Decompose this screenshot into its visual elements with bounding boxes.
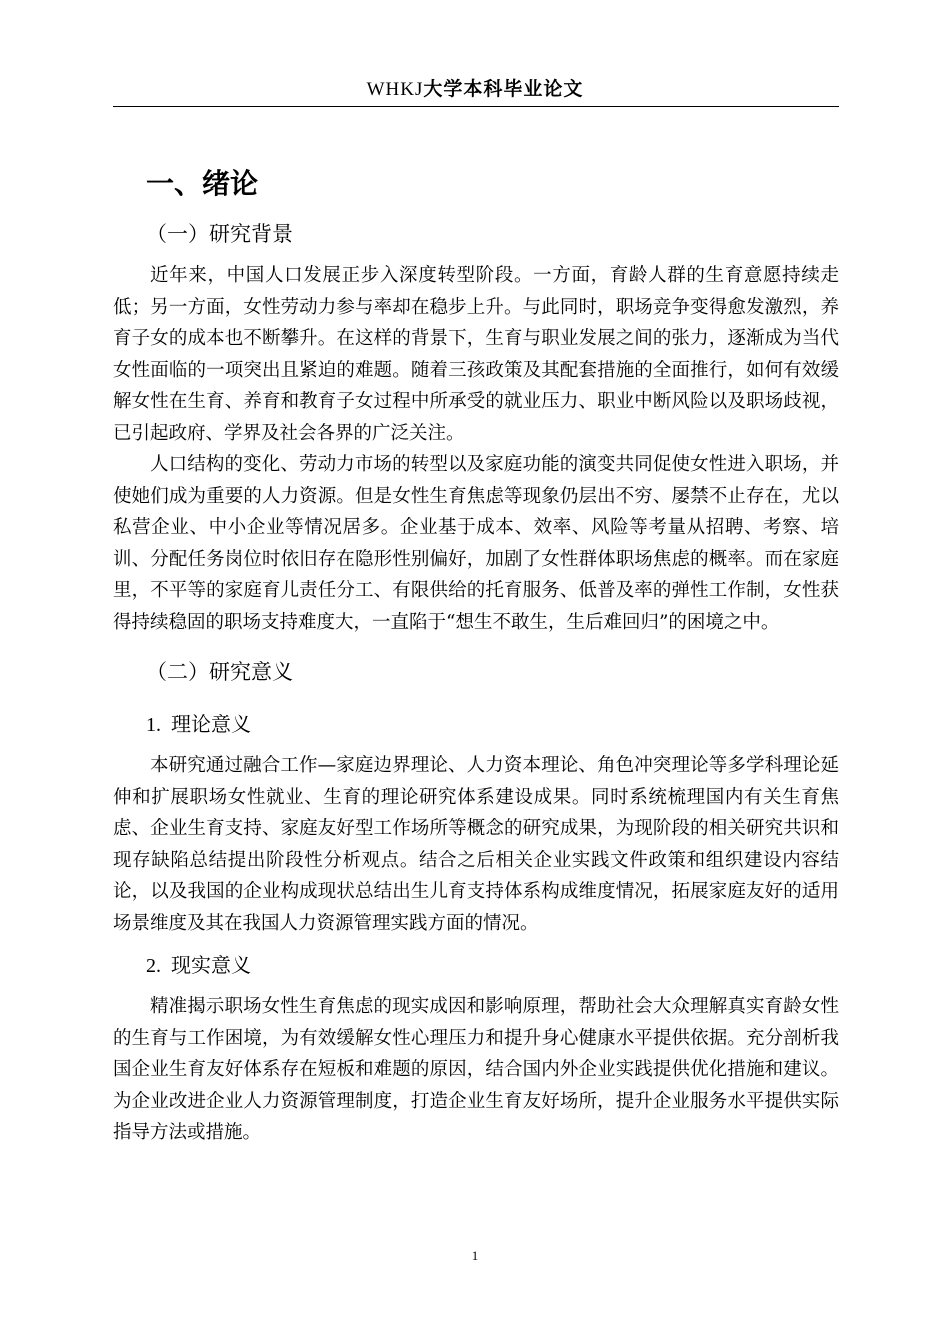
header-rule [113,106,839,107]
running-header [0,74,950,101]
practical-paragraph: 精准揭示职场女性生育焦虑的现实成因和影响原理，帮助社会大众理解真实育龄女性的生育与工作困境，为有效缓解女性心理压力和提升身心健康水平提供依据。充分剖析我国企业生育友好体系存在短板和难题的原因，结合国内外企业实践提供优化措施和建议。为企业改进企业人力资源管理制度，打造企业生育友好场所，提升企业服务水平提供实际指导方法或措施。 [113,996,839,1143]
subsection-number: 1. [146,714,161,736]
chapter-title: 一、绪论 [146,167,259,200]
section-heading-background: （一）研究背景 [146,222,293,246]
theoretical-paragraph: 本研究通过融合工作—家庭边界理论、人力资本理论、角色冲突理论等多学科理论延伸和扩展职场女性就业、生育的理论研究体系建设成果。同时系统梳理国内有关生育焦虑、企业生育支持、家庭友好型工作场所等概念的研究成果，为现阶段的相关研究共识和现存缺陷总结提出阶段性分析观点。结合之后相关企业实践文件政策和组织建设内容结论，以及我国的企业构成现状总结出生儿育支持体系构成维度情况，拓展家庭友好的适用场景维度及其在我国人力资源管理实践方面的情况。 [113,755,839,934]
section-heading-significance: （二）研究意义 [146,660,293,684]
background-paragraph-1: 近年来，中国人口发展正步入深度转型阶段。一方面，育龄人群的生育意愿持续走低；另一方面，女性劳动力参与率却在稳步上升。与此同时，职场竞争变得愈发激烈，养育子女的成本也不断攀升。在这样的背景下，生育与职业发展之间的张力，逐渐成为当代女性面临的一项突出且紧迫的难题。随着三孩政策及其配套措施的全面推行，如何有效缓解女性在生育、养育和教育子女过程中所承受的就业压力、职业中断风险以及职场歧视，已引起政府、学界及社会各界的广泛关注。 [113,265,839,444]
subsection-title: 现实意义 [171,953,251,977]
header-title-cjk: 大学本科毕业论文 [423,78,584,100]
subsection-heading-theoretical [146,698,839,750]
subsection-heading-practical [146,939,839,991]
page-body [113,160,839,1149]
background-paragraph-2: 人口结构的变化、劳动力市场的转型以及家庭功能的演变共同促使女性进入职场，并使她们成为重要的人力资源。但是女性生育焦虑等现象仍层出不穷、屡禁不止存在，尤以私营企业、中小企业等情况居多。企业基于成本、效率、风险等考量从招聘、考察、培训、分配任务岗位时依旧存在隐形性别偏好，加剧了女性群体职场焦虑的概率。而在家庭里，不平等的家庭育儿责任分工、有限供给的托育服务、低普及率的弹性工作制，女性获得持续稳固的职场支持难度大，一直陷于“想生不敢生，生后难回归”的困境之中。 [113,454,839,633]
subsection-number: 2. [146,955,161,977]
header-title-latin: WHKJ [366,79,424,100]
subsection-title: 理论意义 [171,712,251,736]
page-number: 1 [471,1248,479,1263]
